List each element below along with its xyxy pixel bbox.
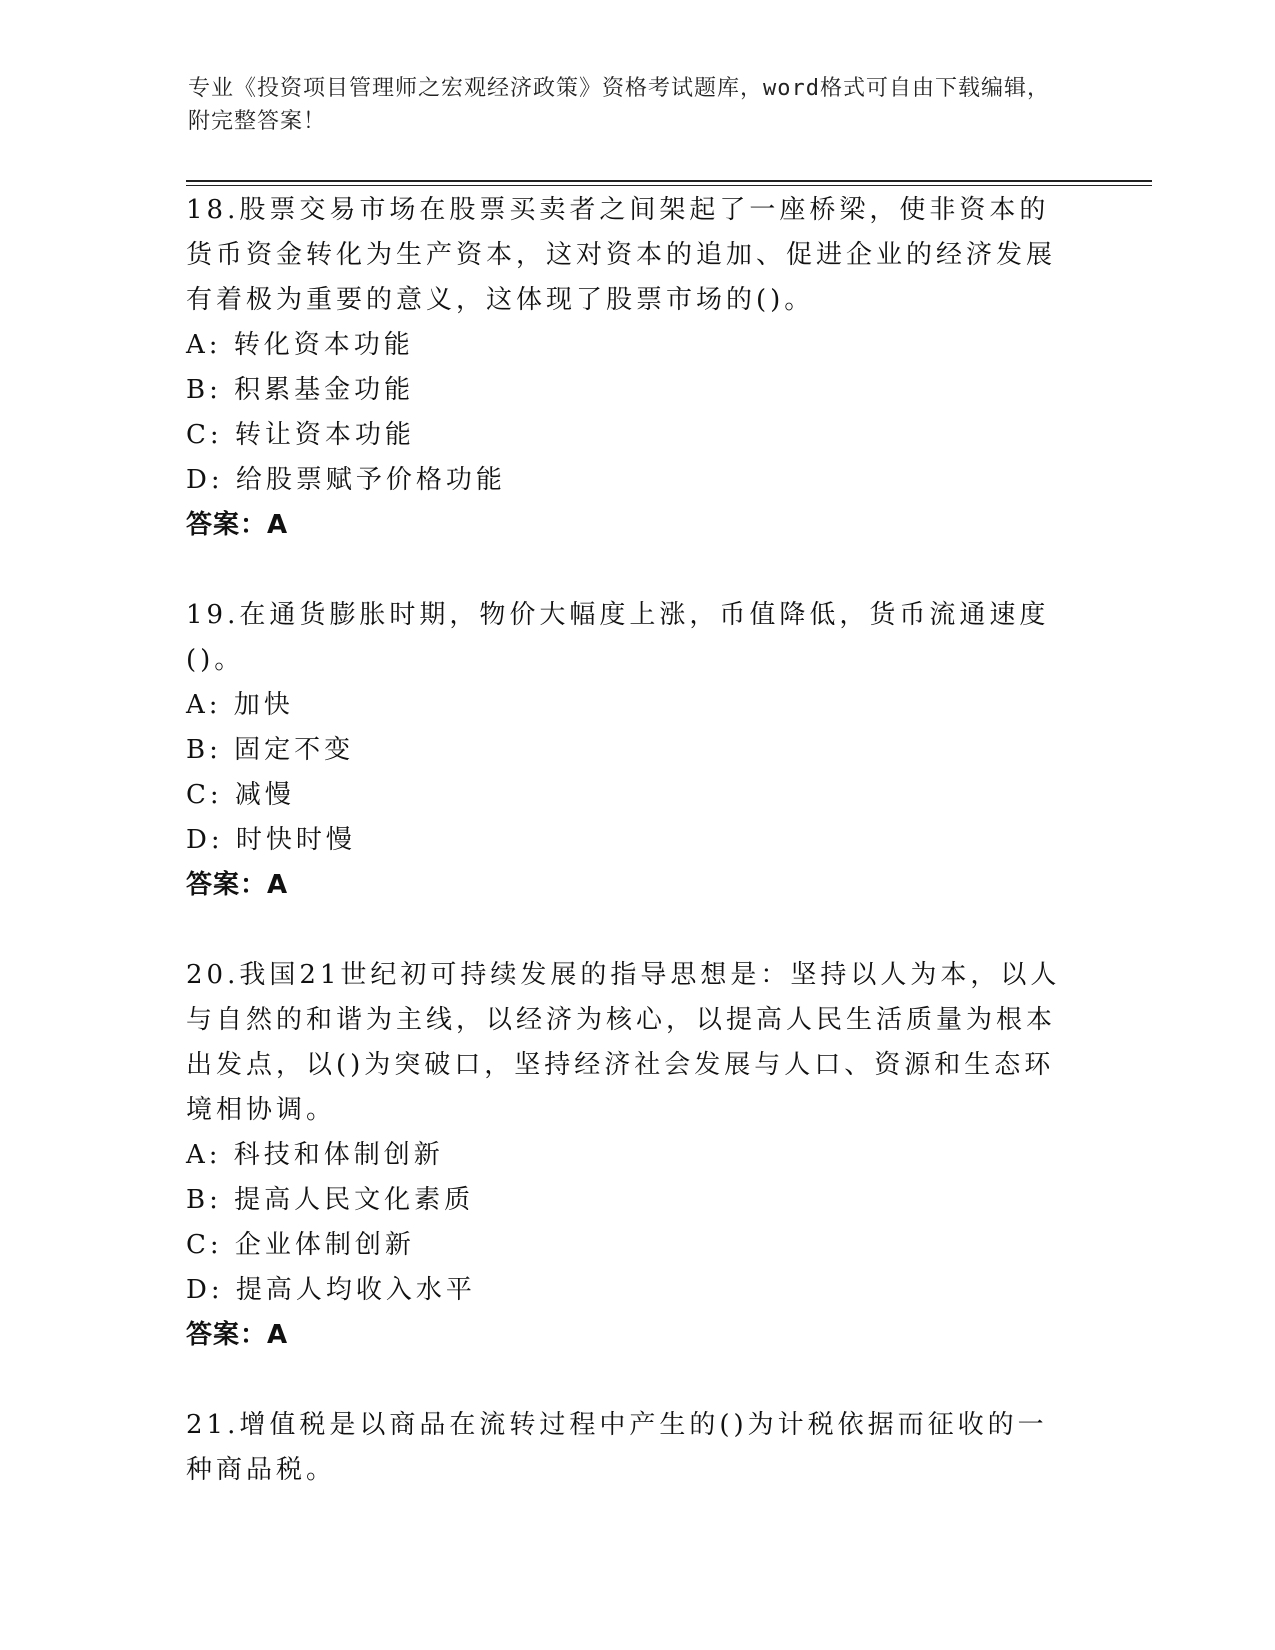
question-stem: 20.我国21世纪初可持续发展的指导思想是：坚持以人为本，以人与自然的和谐为主线，以经济为核心，以提高人民生活质量为根本出发点，以()为突破口，坚持经济社会发展与人口、资源和生态环境相协调。 (186, 960, 1061, 1125)
option-a: A: 加快 (186, 690, 294, 720)
question-stem: 21.增值税是以商品在流转过程中产生的()为计税依据而征收的一种商品税。 (186, 1410, 1048, 1485)
question-20 (186, 953, 1066, 1358)
question-stem: 19.在通货膨胀时期，物价大幅度上涨，币值降低，货币流通速度()。 (186, 600, 1050, 675)
option-d: D: 时快时慢 (186, 825, 356, 855)
option-d: D: 给股票赋予价格功能 (186, 465, 506, 495)
option-b: B: 提高人民文化素质 (186, 1185, 475, 1215)
header-rule-thick (186, 180, 1152, 182)
header-rule-thin (186, 185, 1152, 186)
option-c: C: 企业体制创新 (186, 1230, 415, 1260)
option-c: C: 减慢 (186, 780, 295, 810)
question-18 (186, 188, 1066, 548)
option-c: C: 转让资本功能 (186, 420, 415, 450)
question-list (186, 188, 1066, 1538)
answer-line: 答案：A (186, 870, 289, 900)
option-a: A: 科技和体制创新 (186, 1140, 444, 1170)
answer-line: 答案：A (186, 1320, 289, 1350)
question-19 (186, 593, 1066, 908)
question-stem: 18.股票交易市场在股票买卖者之间架起了一座桥梁，使非资本的货币资金转化为生产资本，这对资本的追加、促进企业的经济发展有着极为重要的意义，这体现了股票市场的()。 (186, 195, 1057, 315)
answer-line: 答案：A (186, 510, 289, 540)
option-a: A: 转化资本功能 (186, 330, 414, 360)
option-b: B: 固定不变 (186, 735, 355, 765)
question-21 (186, 1403, 1066, 1493)
option-d: D: 提高人均收入水平 (186, 1275, 476, 1305)
option-b: B: 积累基金功能 (186, 375, 415, 405)
document-header: 专业《投资项目管理师之宏观经济政策》资格考试题库，word格式可自由下载编辑，附完整答案！ (188, 76, 1050, 134)
